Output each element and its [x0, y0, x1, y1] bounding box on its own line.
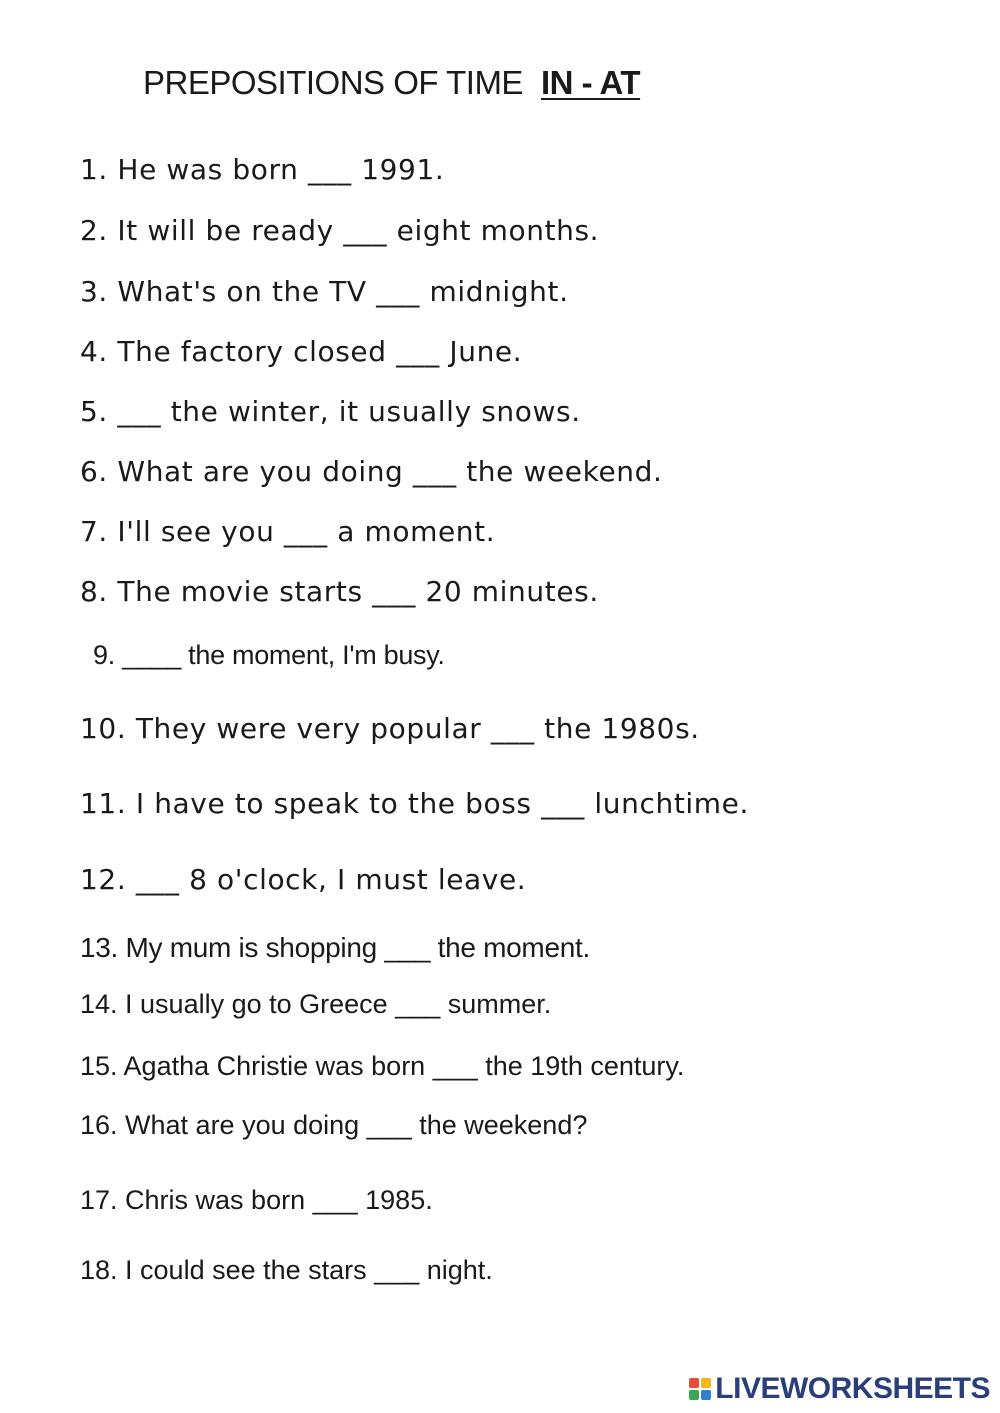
question-12: 12. ___ 8 o'clock, I must leave.	[80, 863, 527, 896]
question-10: 10. They were very popular ___ the 1980s.	[80, 712, 700, 745]
title-highlight: IN - AT	[540, 64, 641, 101]
question-18: 18. I could see the stars ___ night.	[80, 1255, 493, 1285]
question-14: 14. I usually go to Greece ___ summer.	[80, 989, 552, 1019]
question-15: 15. Agatha Christie was born ___ the 19th century.	[80, 1051, 685, 1081]
question-16: 16. What are you doing ___ the weekend?	[80, 1110, 588, 1140]
logo-square	[701, 1390, 711, 1400]
question-1: 1. He was born ___ 1991.	[80, 153, 445, 186]
question-8: 8. The movie starts ___ 20 minutes.	[80, 575, 599, 608]
question-2: 2. It will be ready ___ eight months.	[80, 214, 600, 247]
question-9: 9. ____ the moment, I'm busy.	[93, 640, 445, 670]
question-11: 11. I have to speak to the boss ___ lunchtime.	[80, 787, 749, 820]
question-3: 3. What's on the TV ___ midnight.	[80, 275, 569, 308]
logo-square	[689, 1378, 699, 1388]
logo-wordmark: LIVEWORKSHEETS	[715, 1372, 990, 1405]
question-6: 6. What are you doing ___ the weekend.	[80, 455, 663, 488]
question-4: 4. The factory closed ___ June.	[80, 335, 523, 368]
question-5: 5. ___ the winter, it usually snows.	[80, 395, 581, 428]
logo-square	[701, 1378, 711, 1388]
logo-mark-icon	[689, 1378, 711, 1400]
question-7: 7. I'll see you ___ a moment.	[80, 515, 496, 548]
logo-square	[689, 1390, 699, 1400]
liveworksheets-logo	[689, 1373, 990, 1405]
worksheet-title	[143, 64, 640, 102]
title-main: PREPOSITIONS OF TIME	[143, 64, 523, 101]
question-17: 17. Chris was born ___ 1985.	[80, 1185, 433, 1215]
question-13: 13. My mum is shopping ___ the moment.	[80, 932, 590, 963]
